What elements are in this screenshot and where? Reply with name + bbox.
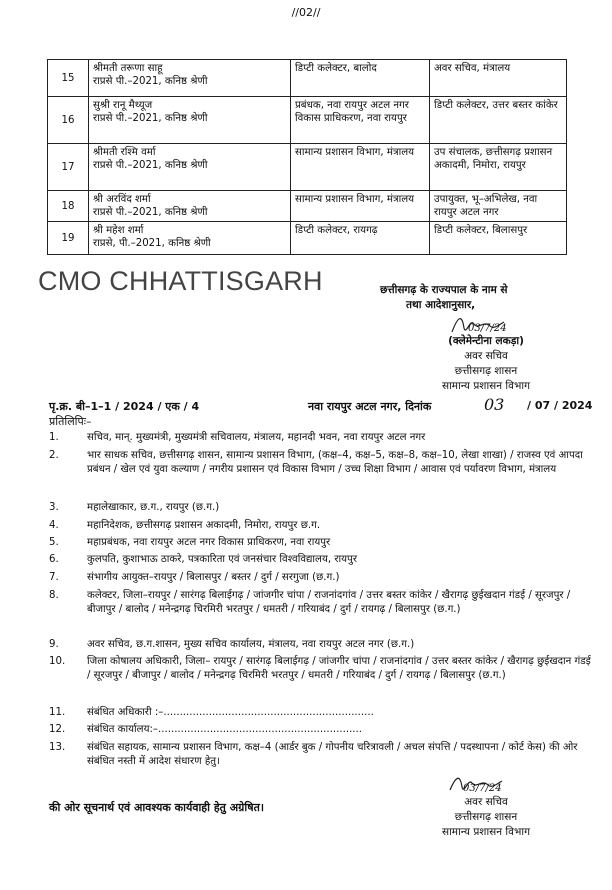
row-number: 19 [48,222,89,255]
row-number: 17 [48,144,89,191]
officer-cell [89,222,291,255]
new-posting: अवर सचिव, मंत्रालय [430,60,567,97]
officer-cell [89,144,291,191]
signatory-government: छत्तीसगढ़ शासन [454,365,518,377]
current-posting: सामान्य प्रशासन विभाग, मंत्रालय [291,144,430,191]
signatory-designation: अवर सचिव [464,350,508,362]
copy-item-text: संभागीय आयुक्त–रायपुर / बिलासपुर / बस्तर / दुर्ग / सरगुजा (छ.ग.) [87,572,340,583]
table-row [48,144,567,191]
officer-cell [89,60,291,97]
officer-name: सुश्री रानू मैथ्यूज [93,100,153,111]
copy-signatory-government: छत्तीसगढ़ शासन [454,811,518,823]
new-posting: डिप्टी कलेक्टर, बिलासपुर [430,222,567,255]
copy-item-number: 3. [49,502,59,513]
copy-item-text: महानिदेशक, छत्तीसगढ़ प्रशासन अकादमी, निमोरा, रायपुर छ.ग. [87,520,321,531]
copy-item-number: 1. [49,432,59,443]
authority-line-2: तथा आदेशानुसार, [406,299,476,311]
officer-cell [89,97,291,144]
copy-item-text: संबंधित अधिकारी :–................................................................. [87,707,374,718]
copy-item-text: कलेक्टर, जिला–रायपुर / सारंगढ़ बिलाईगढ़ / जांजगीर चांपा / राजनांदगांव / उत्तर बस्तर कांकेर / खैरागढ़ छुईखदान गंडई / सूरजपुर / बीजापुर / बालोद / मनेन्द्रगढ़ चिरमिरी भरतपुर / धमतरी / गरियाबंद / दुर्ग / रायगढ़ / बिलासपुर (छ.ग.) [87,590,571,615]
reference-date-rest: / 07 / 2024 [527,399,593,412]
officer-service: राप्रसे पी.–2021, कनिष्ठ श्रेणी [93,76,208,87]
officer-service: राप्रसे पी.–2021, कनिष्ठ श्रेणी [93,113,208,124]
copy-label: प्रतिलिपिः– [49,415,92,428]
authority-line-1: छत्तीसगढ़ के राज्यपाल के नाम से [380,284,508,296]
copy-item-text: अवर सचिव, छ.ग.शासन, मुख्य सचिव कार्यालय, मंत्रालय, नवा रायपुर अटल नगर (छ.ग.) [87,639,415,650]
forwarding-note: की ओर सूचनार्थ एवं आवश्यक कार्यवाही हेतु अग्रेषित। [49,801,265,814]
copy-item-text: भार साधक सचिव, छत्तीसगढ़ शासन, सामान्य प्रशासन विभाग, (कक्ष–4, कक्ष–5, कक्ष–8, कक्ष–10, लेखा शाखा) / राजस्व एवं आपदा प्रबंधन / खेल एवं युवा कल्याण / नगरीय प्रशासन एवं विकास विभाग / उच्च शिक्षा विभाग / आवास एवं पर्यावरण विभाग, मंत्रालय [87,450,583,475]
current-posting: प्रबंधक, नवा रायपुर अटल नगर विकास प्राधिकरण, नवा रायपुर [291,97,430,144]
new-posting: डिप्टी कलेक्टर, उत्तर बस्तर कांकेर [430,97,567,144]
copy-item [49,571,593,585]
copy-item-text: महाप्रबंधक, नवा रायपुर अटल नगर विकास प्राधिकरण, नवा रायपुर [87,537,331,548]
copy-item [49,655,593,683]
page-number: //02// [291,6,321,19]
copy-item [49,431,593,445]
current-posting: सामान्य प्रशासन विभाग, मंत्रालय [291,191,430,222]
reference-place: नवा रायपुर अटल नगर, दिनांक [308,400,432,413]
table-row [48,97,567,144]
officer-name: श्रीमती तरूणा साहू [93,63,163,74]
copy-item [49,449,593,477]
copy-item [49,723,593,737]
copy-item-text: सचिव, मान्. मुख्यमंत्री, मुख्यमंत्री सचिवालय, मंत्रालय, महानदी भवन, नवा रायपुर अटल नगर [87,432,426,443]
copy-item [49,741,593,769]
copy-signatory-designation: अवर सचिव [464,796,508,808]
signatory-name: (क्लेमेन्टीना लकड़ा) [448,335,524,347]
copy-item [49,589,593,617]
copy-item-text: जिला कोषालय अधिकारी, जिला– रायपुर / सारंगढ़ बिलाईगढ़ / जांजगीर चांपा / राजनांदगांव / उत्तर बस्तर कांकेर / खैरागढ़ छुईखदान गंडई / सूरजपुर / बीजापुर / बालोद / मनेन्द्रगढ़ चिरमिरी भरतपुर / धमतरी / गरियाबंद / दुर्ग / रायगढ़ / बिलासपुर (छ.ग.) [87,656,591,681]
copy-item [49,536,593,550]
copy-item-text: कुलपति, कुशाभाऊ ठाकरे, पत्रकारिता एवं जनसंचार विश्वविद्यालय, रायपुर [87,554,358,565]
copy-item-number: 5. [49,537,59,548]
copy-item [49,501,593,515]
officer-service: राप्रसे पी.–2021, कनिष्ठ श्रेणी [93,207,208,218]
officer-name: श्री महेश शर्मा [93,225,144,236]
watermark: CMO CHHATTISGARH [38,266,323,296]
officer-cell [89,191,291,222]
copy-item-number: 13. [49,742,66,753]
copy-item-number: 2. [49,450,59,461]
officer-transfer-table [47,59,567,255]
row-number: 16 [48,97,89,144]
copy-item-text: महालेखाकार, छ.ग., रायपुर (छ.ग.) [87,502,220,513]
current-posting: डिप्टी कलेक्टर, बालोद [291,60,430,97]
signature-date: 03/7/24 [468,323,507,334]
current-posting: डिप्टी कलेक्टर, रायगढ़ [291,222,430,255]
copy-item-number: 11. [49,707,66,718]
row-number: 15 [48,60,89,97]
new-posting: उप संचालक, छत्तीसगढ़ प्रशासन अकादमी, निमोरा, रायपुर [430,144,567,191]
signature-date: 03/7/24 [463,783,502,794]
copy-signatory-department: सामान्य प्रशासन विभाग [441,826,530,838]
copy-item-text: संबंधित कार्यालय:–............................................................... [87,724,363,735]
reference-date-handwritten: 03 [484,395,505,414]
copy-item-number: 4. [49,520,59,531]
copy-item-number: 6. [49,554,59,565]
copy-item-number: 8. [49,590,59,601]
copy-item-number: 9. [49,639,59,650]
copy-item-number: 12. [49,724,66,735]
signatory-block [396,334,576,394]
officer-name: श्रीमती रश्मि वर्मा [93,147,156,158]
table-row [48,191,567,222]
table-row [48,222,567,255]
reference-number: पृ.क्र. बी–1–1 / 2024 / एक / 4 [49,400,200,413]
signatory-department: सामान्य प्रशासन विभाग [441,380,530,392]
copy-item [49,638,593,652]
copy-item-text: संबंधित सहायक, सामान्य प्रशासन विभाग, कक्ष–4 (आर्डर बुक / गोपनीय चरित्रावली / अचल संपत्ति / पदस्थापना / कोर्ट केस) की ओर संबंधित नस्ती में आदेश संधारण हेतु। [87,742,578,767]
copy-signatory-block [396,795,576,840]
officer-service: राप्रसे, पी.–2021, कनिष्ठ श्रेणी [93,238,211,249]
copy-item [49,706,593,720]
copy-item [49,519,593,533]
row-number: 18 [48,191,89,222]
copy-item [49,553,593,567]
new-posting: उपायुक्त, भू–अभिलेख, नवा रायपुर अटल नगर [430,191,567,222]
order-authority [380,283,580,313]
copy-item-number: 10. [49,656,66,667]
officer-name: श्री अरविंद शर्मा [93,194,151,205]
table-row [48,60,567,97]
copy-item-number: 7. [49,572,59,583]
officer-service: राप्रसे पी.–2021, कनिष्ठ श्रेणी [93,160,208,171]
